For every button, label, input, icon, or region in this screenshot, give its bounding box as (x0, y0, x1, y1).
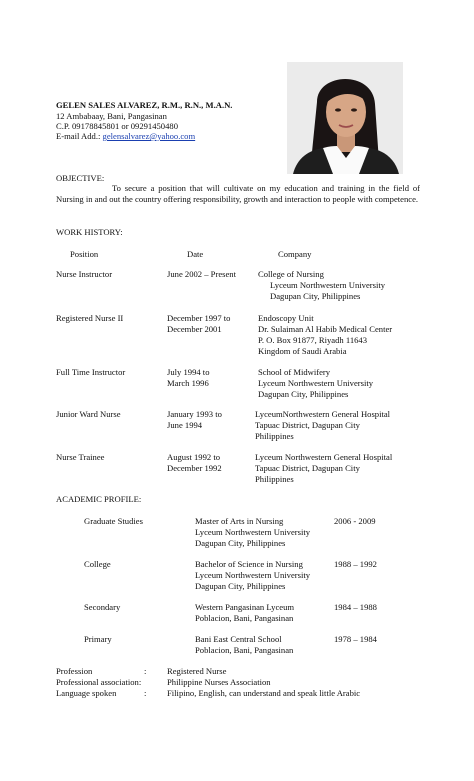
academic-school: Dagupan City, Philippines (195, 581, 286, 591)
association-label: Professional association: (56, 677, 142, 687)
academic-school: Bachelor of Science in Nursing (195, 559, 303, 569)
profession-separator: : (144, 666, 147, 676)
work-row-position: Nurse Instructor (56, 269, 113, 279)
profile-photo (287, 62, 403, 174)
language-value: Filipino, English, can understand and speak little Arabic (167, 688, 361, 698)
language-separator: : (144, 688, 147, 698)
column-header-date: Date (187, 249, 204, 259)
candidate-name: GELEN SALES ALVAREZ, R.M., R.N., M.A.N. (56, 100, 233, 110)
email-label: E-mail Add.: (56, 131, 103, 141)
academic-level: Graduate Studies (84, 516, 143, 526)
portrait-image (287, 62, 403, 174)
academic-school: Western Pangasinan Lyceum (195, 602, 295, 612)
work-row-date: December 1997 to (167, 313, 231, 323)
academic-years: 1988 – 1992 (334, 559, 377, 569)
language-label: Language spoken (56, 688, 117, 698)
work-row-company: Endoscopy Unit (258, 313, 314, 323)
work-row-position: Nurse Trainee (56, 452, 105, 462)
work-row-company: Lyceum Northwestern University (258, 378, 374, 388)
work-row-position: Registered Nurse II (56, 313, 124, 323)
work-row-company: LyceumNorthwestern General Hospital (255, 409, 391, 419)
academic-years: 2006 - 2009 (334, 516, 376, 526)
academic-school: Dagupan City, Philippines (195, 538, 286, 548)
work-row-company: Dr. Sulaiman Al Habib Medical Center (258, 324, 393, 334)
work-row-company: College of Nursing (258, 269, 324, 279)
academic-level: College (84, 559, 111, 569)
work-history-heading: WORK HISTORY: (56, 227, 123, 237)
work-row-date: December 2001 (167, 324, 222, 334)
work-row-date: June 2002 – Present (167, 269, 236, 279)
work-row-company: Kingdom of Saudi Arabia (258, 346, 347, 356)
work-row-date: July 1994 to (167, 367, 210, 377)
work-row-company: Dagupan City, Philippines (258, 389, 349, 399)
academic-years: 1978 – 1984 (334, 634, 377, 644)
work-row-date: June 1994 (167, 420, 203, 430)
work-row-company: P. O. Box 91877, Riyadh 11643 (258, 335, 368, 345)
academic-school: Poblacion, Bani, Pangasinan (195, 645, 294, 655)
work-row-company: Tapuac District, Dagupan City (255, 420, 360, 430)
column-header-company: Company (278, 249, 312, 259)
work-row-company: Lyceum Northwestern General Hospital (255, 452, 393, 462)
work-row-date: March 1996 (167, 378, 209, 388)
work-row-company: Tapuac District, Dagupan City (255, 463, 360, 473)
academic-school: Lyceum Northwestern University (195, 527, 311, 537)
address: 12 Ambabaay, Bani, Pangasinan (56, 111, 167, 121)
academic-level: Secondary (84, 602, 121, 612)
work-row-company: Philippines (255, 431, 294, 441)
profession-label: Profession (56, 666, 93, 676)
work-row-company: Dagupan City, Philippines (270, 291, 361, 301)
email-line (56, 131, 195, 142)
academic-heading: ACADEMIC PROFILE: (56, 494, 142, 504)
objective-text: To secure a position that will cultivate on my education and training in the field of Nursing in and out the country offering responsibility, growth and interaction to people with competence. (56, 183, 420, 204)
academic-school: Lyceum Northwestern University (195, 570, 311, 580)
objective-heading: OBJECTIVE: (56, 173, 105, 183)
academic-school: Bani East Central School (195, 634, 282, 644)
association-value: Philippine Nurses Association (167, 677, 271, 687)
academic-level: Primary (84, 634, 112, 644)
work-row-date: December 1992 (167, 463, 222, 473)
work-row-company: School of Midwifery (258, 367, 331, 377)
work-row-date: January 1993 to (167, 409, 222, 419)
column-header-position: Position (70, 249, 99, 259)
work-row-position: Junior Ward Nurse (56, 409, 121, 419)
phone-numbers: C.P. 09178845801 or 09291450480 (56, 121, 178, 131)
profession-value: Registered Nurse (167, 666, 227, 676)
work-row-date: August 1992 to (167, 452, 220, 462)
academic-school: Poblacion, Bani, Pangasinan (195, 613, 294, 623)
work-row-company: Philippines (255, 474, 294, 484)
academic-years: 1984 – 1988 (334, 602, 377, 612)
email-link[interactable]: gelensalvarez@yahoo.com (102, 131, 196, 141)
work-row-company: Lyceum Northwestern University (270, 280, 386, 290)
academic-school: Master of Arts in Nursing (195, 516, 284, 526)
work-row-position: Full Time Instructor (56, 367, 126, 377)
